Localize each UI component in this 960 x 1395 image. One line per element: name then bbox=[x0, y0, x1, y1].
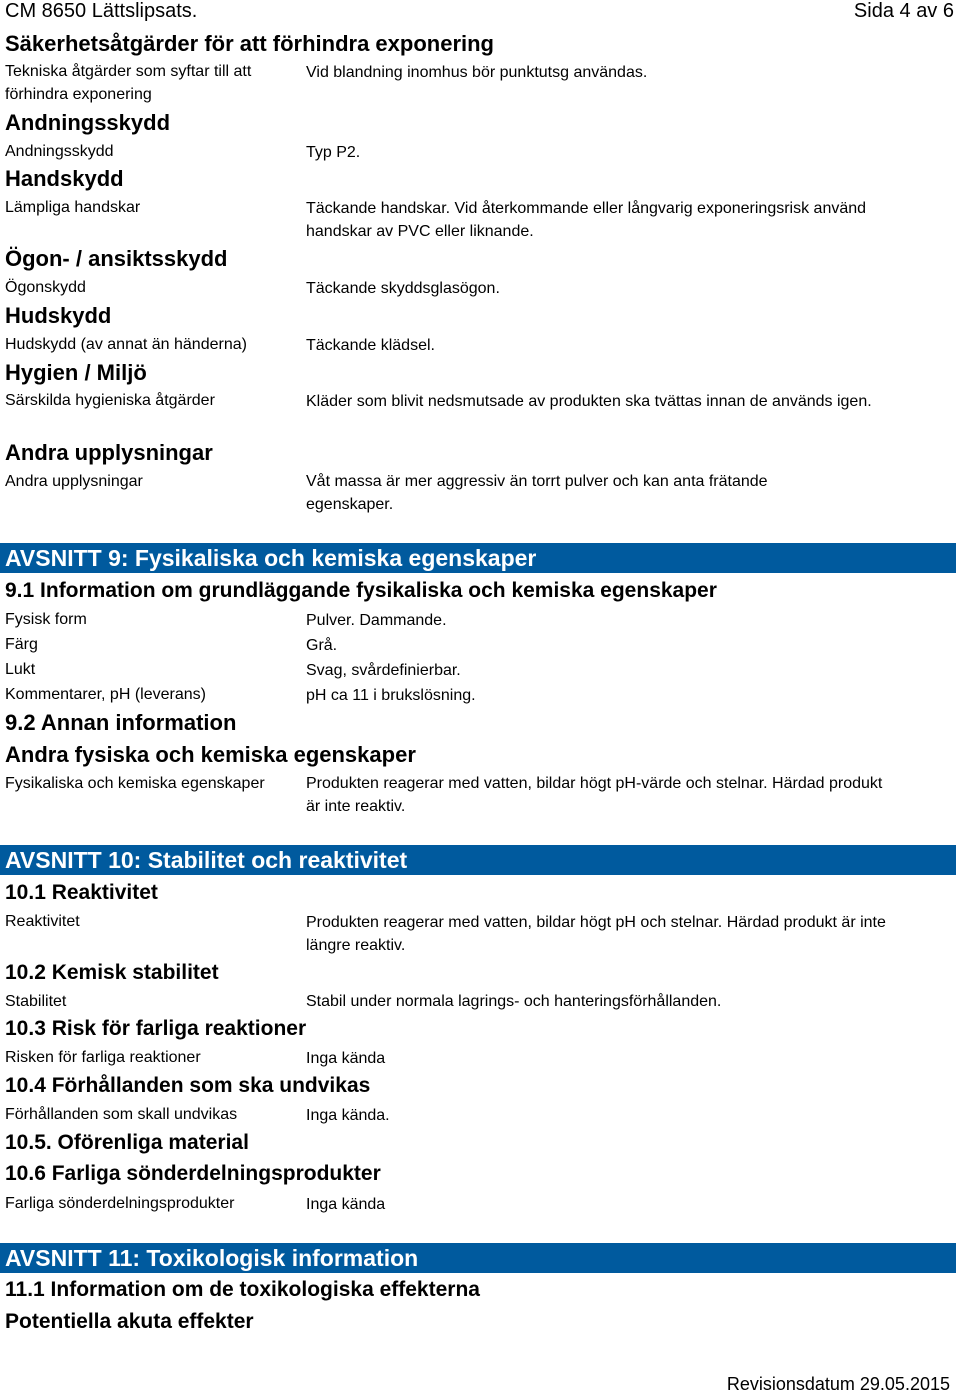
section10-title: AVSNITT 10: Stabilitet och reaktivitet bbox=[0, 845, 956, 875]
section9-sub3: Andra fysiska och kemiska egenskaper bbox=[5, 742, 416, 767]
skin-heading: Hudskydd bbox=[5, 303, 112, 328]
stability-label: Stabilitet bbox=[5, 993, 67, 1010]
color-label: Färg bbox=[5, 636, 38, 653]
skin-label: Hudskydd (av annat än händerna) bbox=[5, 336, 247, 353]
s10-6-heading: 10.6 Farliga sönderdelningsprodukter bbox=[5, 1162, 381, 1185]
other-label: Andra upplysningar bbox=[5, 473, 143, 490]
hand-label: Lämpliga handskar bbox=[5, 199, 141, 216]
hand-value: Täckande handskar. Vid återkommande eller långvarig exponeringsrisk använd handskar av PVC eller liknande. bbox=[306, 200, 867, 240]
resp-value: Typ P2. bbox=[306, 144, 361, 161]
decomposition-value: Inga kända bbox=[306, 1196, 386, 1213]
odor-value: Svag, svårdefinierbar. bbox=[306, 662, 461, 679]
ph-label: Kommentarer, pH (leverans) bbox=[5, 686, 206, 703]
page-number: Sida 4 av 6 bbox=[853, 0, 954, 22]
section11-title: AVSNITT 11: Toxikologisk information bbox=[0, 1243, 956, 1273]
hygiene-value: Kläder som blivit nedsmutsade av produkten ska tvättas innan de används igen. bbox=[306, 393, 872, 410]
s10-3-heading: 10.3 Risk för farliga reaktioner bbox=[5, 1017, 307, 1040]
reactivity-label: Reaktivitet bbox=[5, 913, 80, 930]
avoid-value: Inga kända. bbox=[306, 1107, 390, 1124]
tech-label-line1: Tekniska åtgärder som syftar till att bbox=[5, 63, 252, 80]
other-heading: Andra upplysningar bbox=[5, 440, 213, 465]
reactivity-value: Produkten reagerar med vatten, bildar högt pH och stelnar. Härdad produkt är inte längre reaktiv. bbox=[306, 914, 886, 954]
product-name: CM 8650 Lättslipsats. bbox=[5, 0, 198, 22]
phys-chem-value: Produkten reagerar med vatten, bildar högt pH-värde och stelnar. Härdad produkt är inte reaktiv. bbox=[306, 775, 883, 815]
eye-label: Ögonskydd bbox=[5, 279, 86, 296]
phys-chem-label: Fysikaliska och kemiska egenskaper bbox=[5, 775, 265, 792]
section9-sub1: 9.1 Information om grundläggande fysikaliska och kemiska egenskaper bbox=[5, 579, 717, 602]
tech-label-line2: förhindra exponering bbox=[5, 86, 152, 103]
hygiene-label: Särskilda hygieniska åtgärder bbox=[5, 392, 215, 409]
s10-2-heading: 10.2 Kemisk stabilitet bbox=[5, 961, 219, 984]
revision-date: Revisionsdatum 29.05.2015 bbox=[726, 1374, 950, 1394]
ph-value: pH ca 11 i brukslösning. bbox=[306, 687, 476, 704]
hygiene-heading: Hygien / Miljö bbox=[5, 360, 147, 385]
resp-heading: Andningsskydd bbox=[5, 110, 171, 135]
phys-form-label: Fysisk form bbox=[5, 611, 87, 628]
hazard-reactions-label: Risken för farliga reaktioner bbox=[5, 1049, 201, 1066]
s10-5-heading: 10.5. Oförenliga material bbox=[5, 1131, 249, 1154]
avoid-label: Förhållanden som skall undvikas bbox=[5, 1106, 238, 1123]
decomposition-label: Farliga sönderdelningsprodukter bbox=[5, 1195, 235, 1212]
s10-4-heading: 10.4 Förhållanden som ska undvikas bbox=[5, 1074, 371, 1097]
eye-heading: Ögon- / ansiktsskydd bbox=[5, 246, 228, 271]
s11-1-heading: 11.1 Information om de toxikologiska effekterna bbox=[5, 1278, 480, 1301]
s11-2-heading: Potentiella akuta effekter bbox=[5, 1310, 254, 1333]
s10-1-heading: 10.1 Reaktivitet bbox=[5, 881, 158, 904]
hazard-reactions-value: Inga kända bbox=[306, 1050, 386, 1067]
color-value: Grå. bbox=[306, 637, 338, 654]
eye-value: Täckande skyddsglasögon. bbox=[306, 280, 500, 297]
section9-sub2: 9.2 Annan information bbox=[5, 710, 237, 735]
hand-heading: Handskydd bbox=[5, 166, 124, 191]
odor-label: Lukt bbox=[5, 661, 36, 678]
tech-value: Vid blandning inomhus bör punktutsg användas. bbox=[306, 64, 648, 81]
phys-form-value: Pulver. Dammande. bbox=[306, 612, 447, 629]
stability-value: Stabil under normala lagrings- och hanteringsförhållanden. bbox=[306, 993, 722, 1010]
section9-title: AVSNITT 9: Fysikaliska och kemiska egenskaper bbox=[0, 543, 956, 573]
resp-label: Andningsskydd bbox=[5, 143, 114, 160]
other-value: Våt massa är mer aggressiv än torrt pulver och kan anta frätande egenskaper. bbox=[306, 473, 768, 513]
exposure-title: Säkerhetsåtgärder för att förhindra exponering bbox=[5, 31, 494, 56]
skin-value: Täckande klädsel. bbox=[306, 337, 435, 354]
